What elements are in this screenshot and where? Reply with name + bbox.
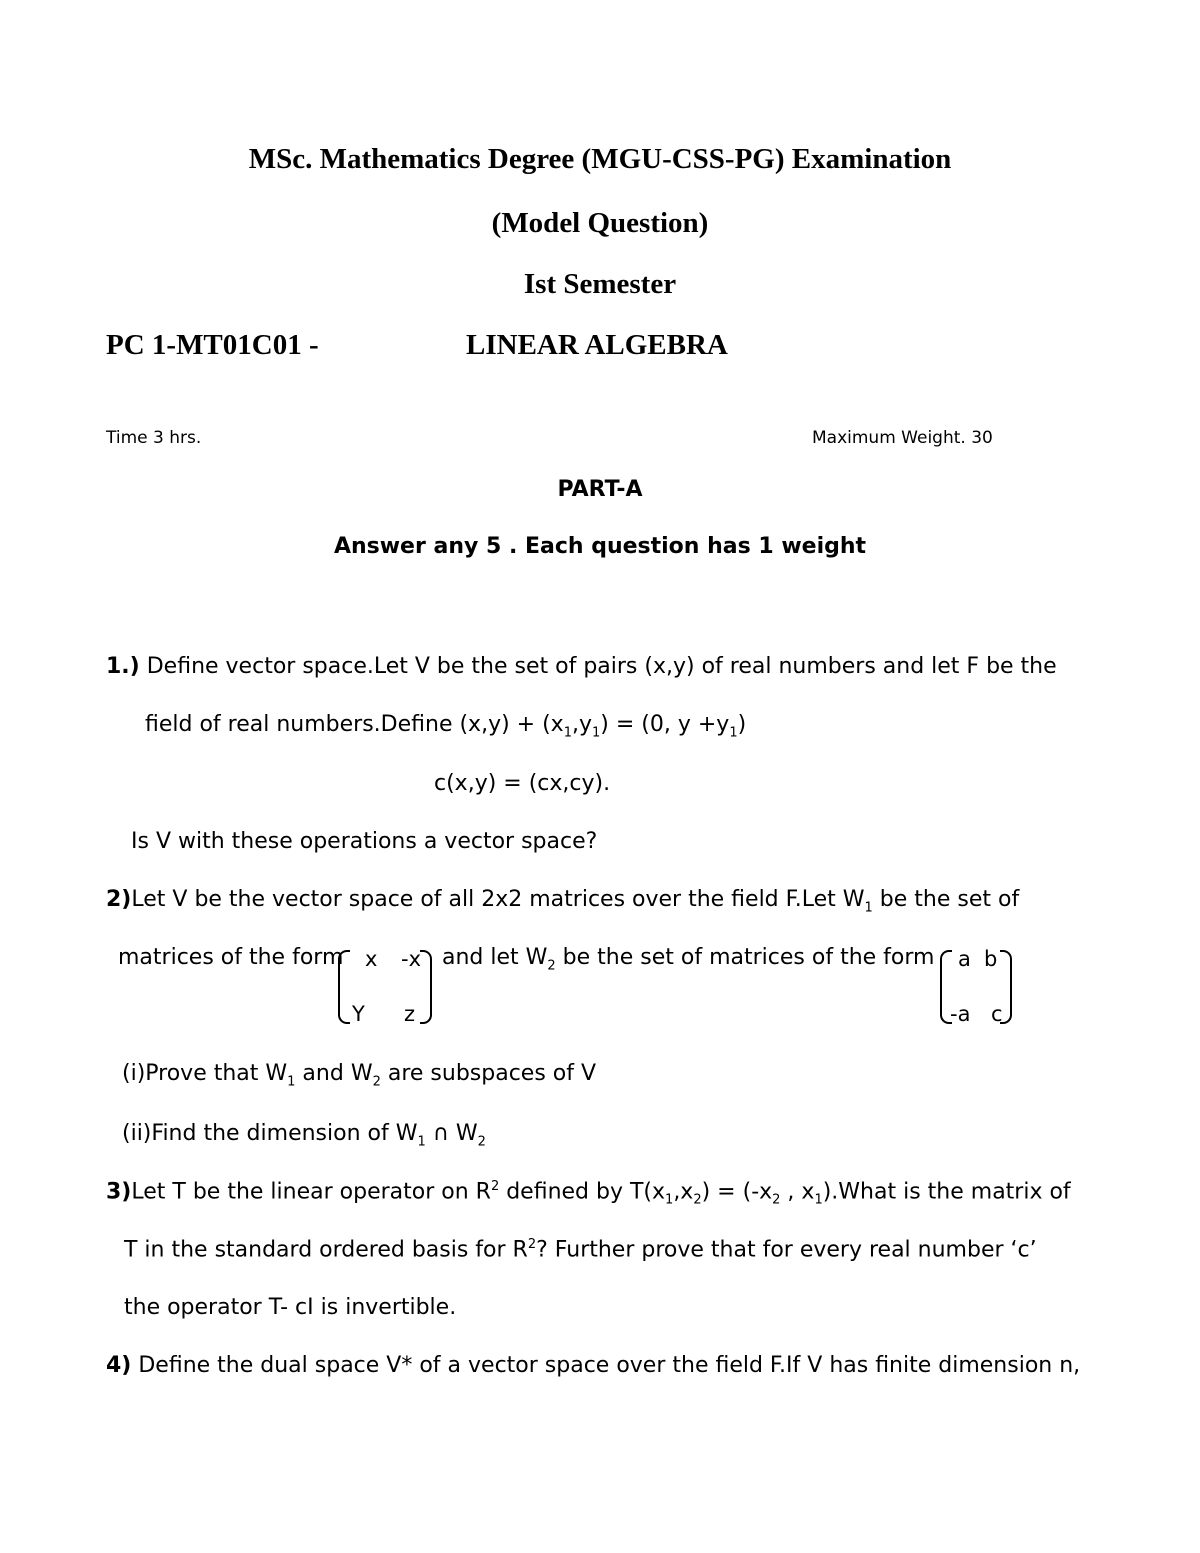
time-label: Time 3 hrs.	[106, 428, 202, 448]
exam-title: MSc. Mathematics Degree (MGU-CSS-PG) Examination	[248, 143, 952, 175]
matrix-w1-cell: z	[404, 1002, 416, 1026]
matrix-w2-cell: -a	[950, 1002, 971, 1026]
question-2-number: 2)	[106, 887, 132, 912]
question-2-part-ii: (ii)Find the dimension of $W_1$ ∩ $W_2$	[122, 1121, 486, 1150]
course-code: PC 1-MT01C01 -	[106, 329, 319, 361]
matrix-w1-cell: -x	[401, 947, 422, 971]
question-4-line-1: 4) Define the dual space V* of a vector space over the field F.If V has finite dimension n,	[106, 1353, 1081, 1378]
question-2-line-2b: and let $W_2$ be the set of matrices of the form	[442, 945, 935, 974]
question-1-line-4: Is V with these operations a vector space?	[131, 829, 598, 854]
matrix-w1-cell: Y	[352, 1002, 365, 1026]
question-1-number: 1.)	[106, 654, 140, 679]
question-3-line-2: T in the standard ordered basis for $R^2$? Further prove that for every real number ‘c’	[124, 1237, 1037, 1263]
exam-subtitle: (Model Question)	[491, 207, 709, 239]
question-1-line-3: c(x,y) = (cx,cy).	[434, 771, 611, 796]
question-3-number: 3)	[106, 1179, 132, 1205]
question-2-part-i: (i)Prove that $W_1$ and $W_2$ are subspaces of V	[122, 1061, 597, 1090]
max-weight-label: Maximum Weight. 30	[812, 428, 993, 448]
question-3-line-3: the operator T- cI is invertible.	[124, 1295, 457, 1320]
question-4-number: 4)	[106, 1353, 132, 1378]
question-3-line-1: 3)Let T be the linear operator on $R^2$ defined by $T(x_1,x_2) = (-x_2$ , $x_1).What$ is the matrix of	[106, 1179, 1071, 1208]
course-name: LINEAR ALGEBRA	[466, 329, 728, 361]
matrix-w2-form	[940, 947, 1012, 1026]
part-title: PART-A	[557, 477, 643, 502]
matrix-w2-cell: c	[991, 1002, 1003, 1026]
question-2-line-2a: matrices of the form	[118, 945, 344, 970]
question-1-line-1: 1.) Define vector space.Let V be the set of pairs (x,y) of real numbers and let F be the	[106, 654, 1057, 679]
matrix-w2-cell: a	[958, 947, 971, 971]
matrix-w2-cell: b	[984, 947, 998, 971]
matrix-w1-form	[338, 947, 432, 1026]
question-2-line-1: 2)Let V be the vector space of all 2x2 matrices over the field F.Let $W_1$ be the set of	[106, 887, 1020, 916]
matrix-w1-cell: x	[365, 947, 378, 971]
semester-label: Ist Semester	[523, 268, 677, 300]
part-instruction: Answer any 5 . Each question has 1 weight	[333, 534, 867, 559]
question-1-line-2: field of real numbers.Define $(x,y) + (x_1,y_1) = (0$, $y +y_1$)	[145, 712, 747, 741]
